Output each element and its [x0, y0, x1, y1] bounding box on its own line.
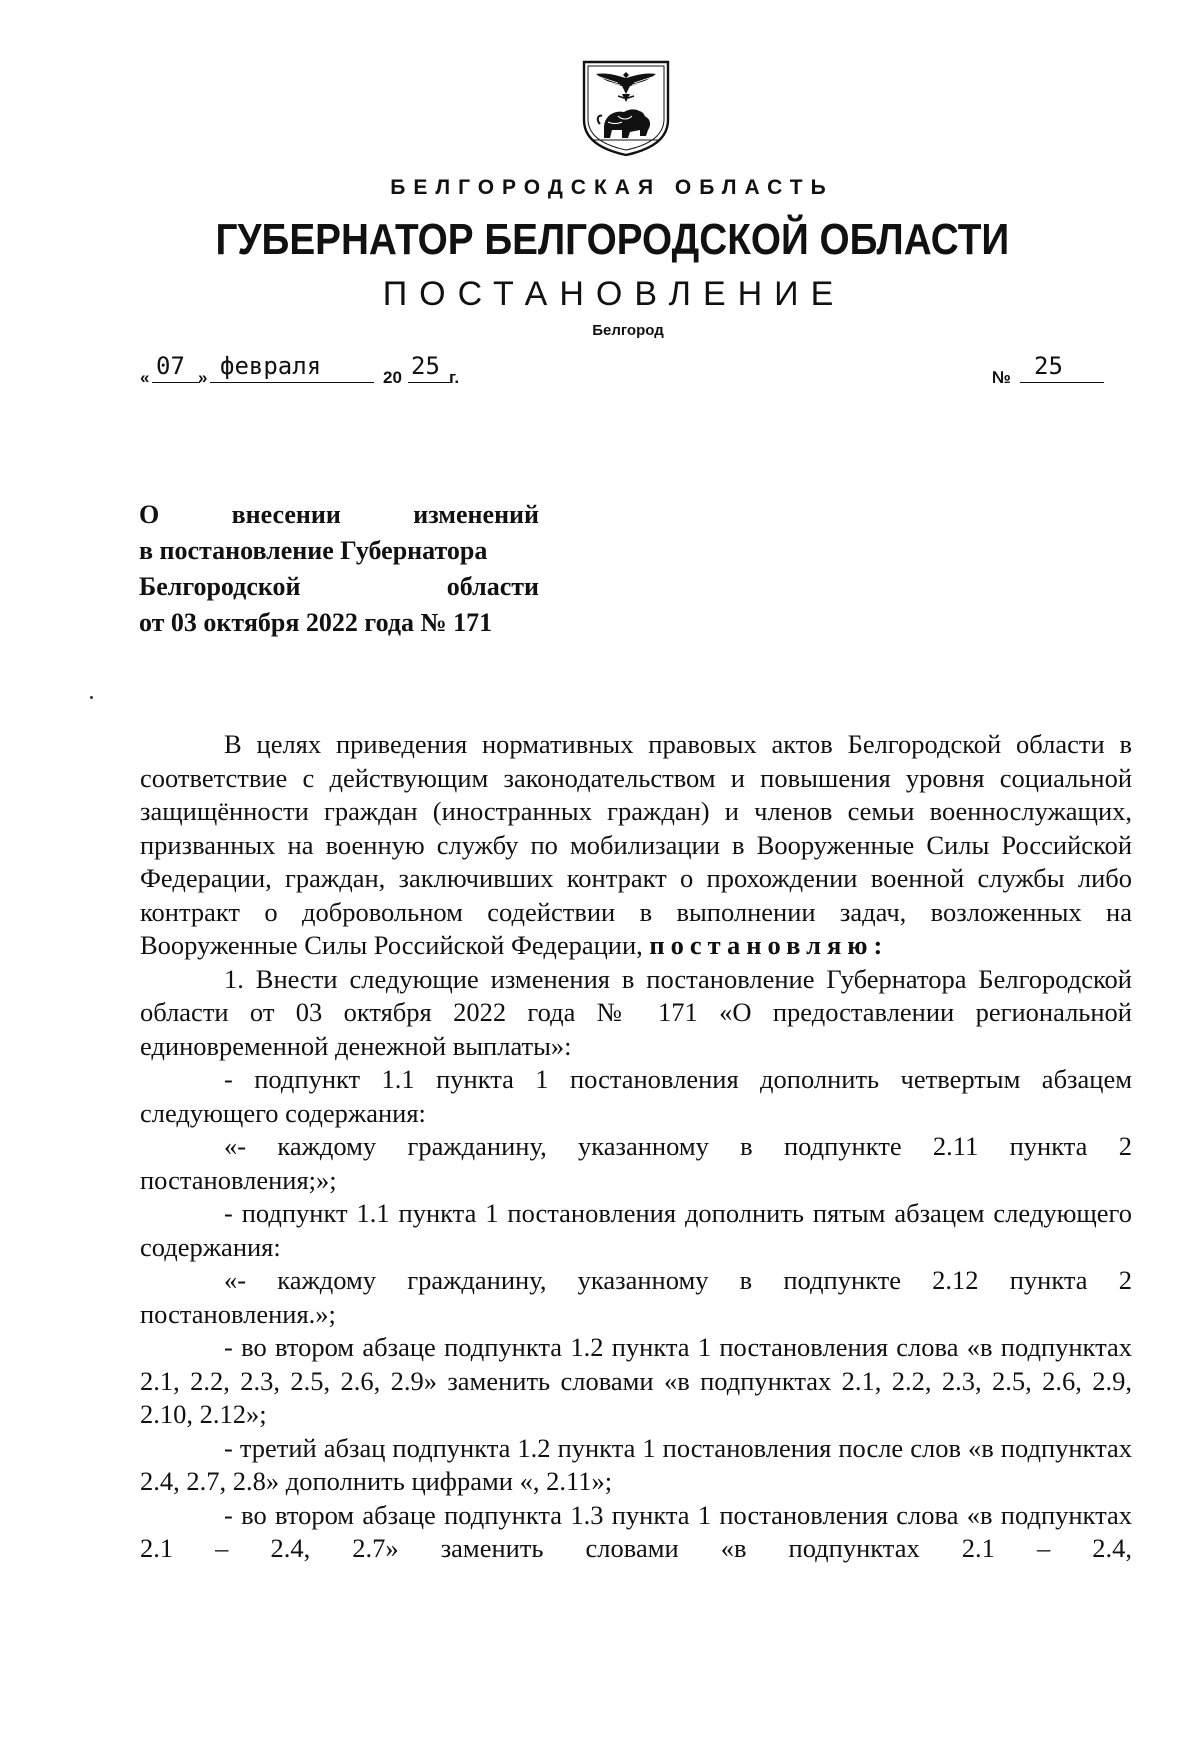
document-number-line: [992, 352, 1112, 388]
document-type-heading: ПОСТАНОВЛЕНИЕ: [382, 275, 846, 313]
date-year-mark: г.: [449, 368, 460, 387]
date-year: 25: [411, 352, 440, 380]
date-close-quote: »: [198, 368, 208, 387]
body-paragraph: 1. Внести следующие изменения в постановление Губернатора Белгородской области от 03 октября 2022 года № 171 «О предоставлении региональной единовременной денежной выплаты»:: [140, 963, 1132, 1061]
date-open-quote: «: [140, 368, 150, 387]
body-paragraph: - во втором абзаце подпункта 1.3 пункта 1 постановления слова «в подпунктах 2.1 – 2.4, 2.7» заменить словами «в подпунктах 2.1 – 2.4,: [140, 1499, 1132, 1563]
date-year-prefix: 20: [383, 368, 402, 387]
title-line-4: от 03 октября 2022 года № 171: [139, 608, 493, 637]
date-day: 07: [156, 352, 185, 380]
coat-of-arms-emblem: [578, 58, 674, 158]
title-line-1: О внесении изменений: [139, 500, 540, 529]
document-number: 25: [1034, 352, 1063, 380]
region-heading: БЕЛГОРОДСКАЯ ОБЛАСТЬ: [390, 176, 834, 199]
body-paragraph: - третий абзац подпункта 1.2 пункта 1 постановления после слов «в подпунктах 2.4, 2.7, 2.8» дополнить цифрами «, 2.11»;: [140, 1432, 1132, 1496]
date-month: февраля: [220, 352, 322, 380]
number-sign: №: [992, 368, 1011, 387]
document-body: [140, 728, 1132, 1566]
title-line-3: Белгородской области: [139, 572, 539, 601]
body-paragraph: «- каждому гражданину, указанному в подпункте 2.11 пункта 2 постановления;»;: [140, 1131, 1132, 1195]
body-paragraph: - подпункт 1.1 пункта 1 постановления дополнить пятым абзацем следующего содержания:: [140, 1198, 1132, 1262]
city-label: Белгород: [592, 322, 664, 339]
body-paragraph: «- каждому гражданину, указанному в подпункте 2.12 пункта 2 постановления.»;: [140, 1265, 1132, 1329]
decree-word: постановляю: [649, 930, 874, 960]
title-line-2: в постановление Губернатора: [139, 536, 488, 565]
date-line: [140, 352, 470, 388]
body-paragraph: - во втором абзаце подпункта 1.2 пункта 1 постановления слова «в подпунктах 2.1, 2.2, 2.3, 2.5, 2.6, 2.9» заменить словами «в подпунктах 2.1, 2.2, 2.3, 2.5, 2.6, 2.9, 2.10, 2.12»;: [140, 1332, 1132, 1429]
authority-heading: ГУБЕРНАТОР БЕЛГОРОДСКОЙ ОБЛАСТИ: [215, 215, 1010, 264]
scan-speck: [90, 696, 93, 699]
preamble-paragraph: В целях приведения нормативных правовых актов Белгородской области в соответствие с действующим законодательством и повышения уровня социальной защищённости граждан (иностранных граждан) и членов семьи военнослужащих, призванных на военную службу по мобилизации в Вооруженные Силы Российской Федерации, граждан, заключивших контракт о прохождении военной службы либо контракт о добровольном содействии в выполнении задач, возложенных на Вооруженные Силы Российской Федерации, постановляю:: [140, 729, 1132, 960]
body-paragraph: - подпункт 1.1 пункта 1 постановления дополнить четвертым абзацем следующего содержания:: [140, 1064, 1132, 1128]
document-title: [139, 497, 539, 641]
